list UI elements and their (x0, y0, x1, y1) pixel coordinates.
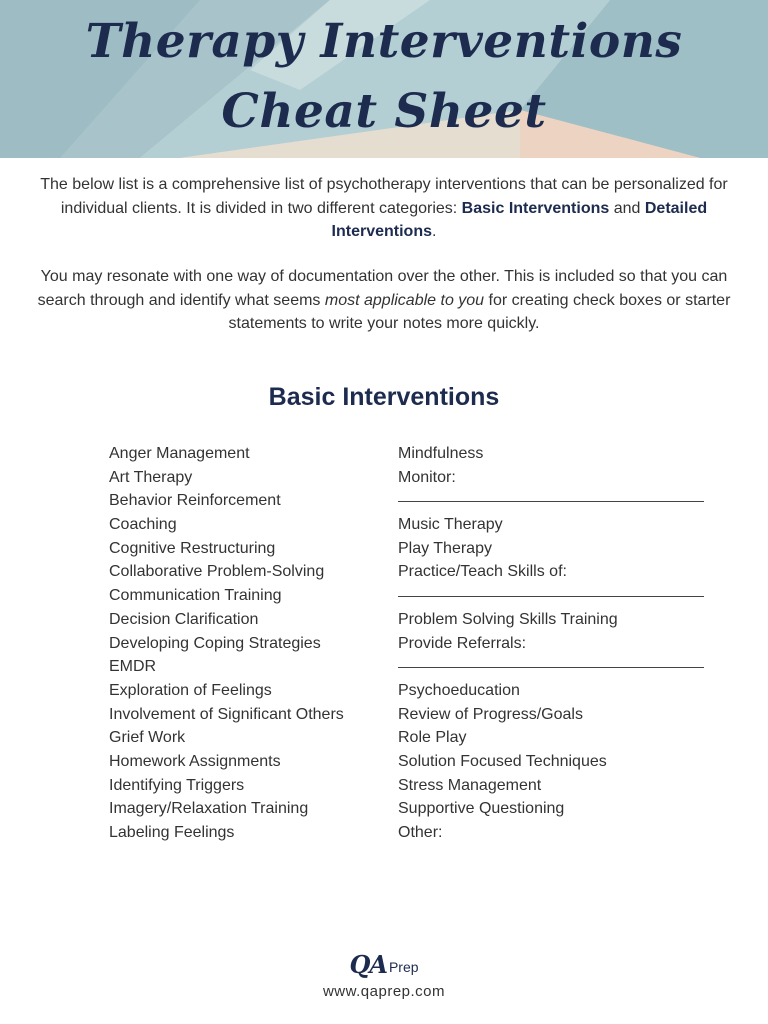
list-item: Mindfulness (398, 445, 484, 462)
list-item: Supportive Questioning (398, 800, 565, 818)
list-item: Imagery/Relaxation Training (109, 800, 309, 818)
blank-line-item (398, 655, 718, 679)
brand-logo (0, 952, 768, 982)
list-item: Problem Solving Skills Training (398, 610, 618, 628)
list-item: Review of Progress/Goals (398, 705, 583, 723)
list-item: Art Therapy (109, 468, 193, 486)
list-item: Identifying Triggers (109, 776, 245, 794)
list-item: Other: (398, 824, 443, 841)
list-item: Grief Work (109, 729, 186, 747)
list-item: Behavior Reinforcement (109, 492, 281, 510)
interventions-list-right (398, 442, 718, 845)
list-item: Decision Clarification (109, 610, 259, 628)
blank-write-line (398, 584, 704, 597)
list-item: Labeling Feelings (109, 824, 235, 841)
list-item: Coaching (109, 516, 177, 534)
list-item: Role Play (398, 729, 467, 747)
list-item: Practice/Teach Skills of: (398, 563, 567, 581)
list-item: Stress Management (398, 776, 542, 794)
header-banner (0, 0, 768, 158)
list-item: Anger Management (109, 445, 250, 462)
footer-url: www.qaprep.com (322, 983, 446, 1000)
list-item: Developing Coping Strategies (109, 634, 321, 652)
blank-line-item (398, 489, 718, 513)
intro-paragraph-2: You may resonate with one way of documentation over the other. This is included so that you can search through and identify what seems most applicable to you for creating check boxes or starter statements to write your notes more quickly. (37, 268, 731, 332)
blank-write-line (398, 489, 704, 502)
list-item: EMDR (109, 658, 157, 676)
list-item: Monitor: (398, 468, 456, 486)
list-item: Collaborative Problem-Solving (109, 563, 325, 581)
list-item: Involvement of Significant Others (109, 705, 344, 723)
page-title-line-1: Therapy Interventions (85, 14, 683, 69)
list-item: Homework Assignments (109, 752, 281, 770)
list-item: Play Therapy (398, 539, 492, 557)
section-heading: Basic Interventions (268, 383, 500, 411)
list-item: Music Therapy (398, 516, 503, 534)
logo-mark: QA (349, 950, 387, 979)
interventions-list-left (109, 442, 389, 845)
list-item: Psychoeducation (398, 681, 520, 699)
list-item: Cognitive Restructuring (109, 539, 276, 557)
intro-paragraph-1: The below list is a comprehensive list of psychotherapy interventions that can be personalized for individual clients. It is divided in two different categories: Basic Interventions and Detailed Interventions. (40, 176, 728, 240)
list-item: Exploration of Feelings (109, 681, 272, 699)
list-item: Provide Referrals: (398, 634, 527, 652)
blank-line-item (398, 584, 718, 608)
list-item: Solution Focused Techniques (398, 752, 607, 770)
list-item: Communication Training (109, 587, 282, 605)
logo-wordmark: Prep (388, 959, 419, 975)
page-title-line-2: Cheat Sheet (221, 84, 547, 139)
blank-write-line (398, 655, 704, 668)
